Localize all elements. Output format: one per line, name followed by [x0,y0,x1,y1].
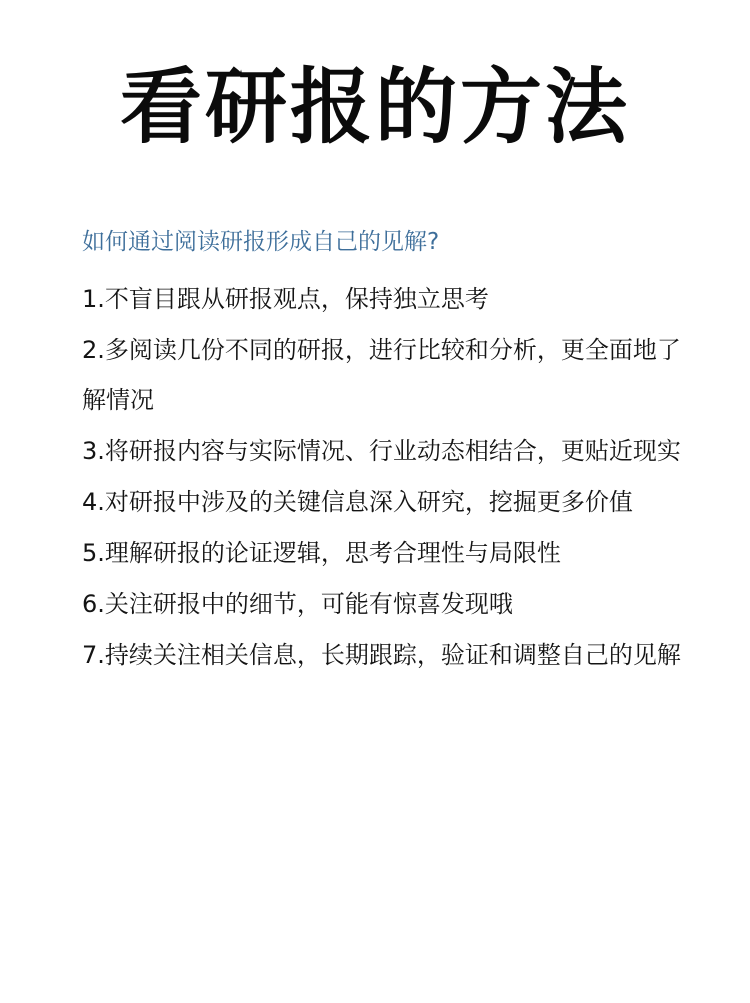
method-item-7: 7.持续关注相关信息，长期跟踪，验证和调整自己的见解 [82,641,681,669]
page-title: 看研报的方法 [119,60,630,155]
method-item-2: 2.多阅读几份不同的研报，进行比较和分析，更全面地了解情况 [82,336,681,414]
method-item-3: 3.将研报内容与实际情况、行业动态相结合，更贴近现实 [82,437,681,465]
method-item-1: 1.不盲目跟从研报观点，保持独立思考 [82,285,489,313]
method-item-4: 4.对研报中涉及的关键信息深入研究，挖掘更多价值 [82,488,633,516]
method-item-5: 5.理解研报的论证逻辑，思考合理性与局限性 [82,539,561,567]
method-item-6: 6.关注研报中的细节，可能有惊喜发现哦 [82,590,513,618]
article-content [82,222,692,681]
article-subtitle: 如何通过阅读研报形成自己的见解? [82,229,440,255]
